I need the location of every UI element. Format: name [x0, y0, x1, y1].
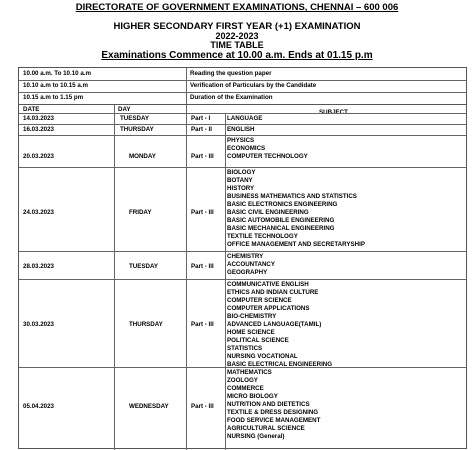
- exam-date: 14.03.2023: [23, 115, 54, 122]
- exam-part: Part - III: [191, 153, 214, 160]
- exam-part: Part - III: [191, 403, 214, 410]
- subject-item: BASIC ELECTRONICS ENGINEERING: [227, 201, 338, 208]
- timing-time: 10.15 a.m to 1.15 pm: [23, 94, 84, 101]
- exam-day: THURSDAY: [129, 321, 163, 328]
- exam-date: 20.03.2023: [23, 153, 54, 160]
- subject-item: OFFICE MANAGEMENT AND SECRETARYSHIP: [227, 241, 365, 248]
- exam-day: TUESDAY: [129, 263, 158, 270]
- subject-item: NUTRITION AND DIETETICS: [227, 401, 310, 408]
- exam-day: TUESDAY: [120, 115, 149, 122]
- subject-item: PHYSICS: [227, 137, 255, 144]
- academic-year: 2022-2023: [215, 31, 259, 41]
- subject-item: COMPUTER SCIENCE: [227, 297, 292, 304]
- subject-item: ECONOMICS: [227, 145, 266, 152]
- exam-day: WEDNESDAY: [129, 403, 169, 410]
- exam-date: 16.03.2023: [23, 126, 54, 133]
- subject-item: FOOD SERVICE MANAGEMENT: [227, 417, 321, 424]
- subject-item: MICRO BIOLOGY: [227, 393, 278, 400]
- subject-item: POLITICAL SCIENCE: [227, 337, 289, 344]
- subject-item: GEOGRAPHY: [227, 269, 268, 276]
- timing-activity: Verification of Particulars by the Candidate: [190, 82, 317, 89]
- exam-date: 24.03.2023: [23, 209, 54, 216]
- subject-item: HISTORY: [227, 185, 255, 192]
- exam-date: 30.03.2023: [23, 321, 54, 328]
- subject-item: BIOLOGY: [227, 169, 256, 176]
- column-header-subject: SUBJECT: [319, 109, 348, 116]
- exam-date: 28.03.2023: [23, 263, 54, 270]
- timing-time: 10.10 a.m to 10.15 a.m: [23, 82, 89, 89]
- subject-item: BUSINESS MATHEMATICS AND STATISTICS: [227, 193, 357, 200]
- subject-item: CHEMISTRY: [227, 253, 264, 260]
- schedule-table: [18, 104, 467, 449]
- subject-item: BASIC CIVIL ENGINEERING: [227, 209, 309, 216]
- subject-item: BOTANY: [227, 177, 253, 184]
- subject-item: AGRICULTURAL SCIENCE: [227, 425, 305, 432]
- subject-item: COMPUTER TECHNOLOGY: [227, 153, 308, 160]
- subject-item: STATISTICS: [227, 345, 263, 352]
- exam-date: 05.04.2023: [23, 403, 54, 410]
- subject-item: BIO-CHEMISTRY: [227, 313, 277, 320]
- subject-item: COMPUTER APPLICATIONS: [227, 305, 310, 312]
- exam-part: Part - II: [191, 126, 212, 133]
- subject-item: ACCOUNTANCY: [227, 261, 276, 268]
- subject-item: ZOOLOGY: [227, 377, 258, 384]
- subject-item: BASIC MECHANICAL ENGINEERING: [227, 225, 335, 232]
- timing-time: 10.00 a.m. To 10.10 a.m: [23, 70, 91, 77]
- exam-part: Part - III: [191, 321, 214, 328]
- timing-activity: Reading the question paper: [190, 70, 272, 77]
- subject-item: TEXTILE & DRESS DESIGNING: [227, 409, 319, 416]
- timings-table: [18, 67, 467, 105]
- subject-item: NURSING (General): [227, 433, 285, 440]
- commence-notice: Examinations Commence at 10.00 a.m. Ends at 01.15 p.m: [101, 50, 373, 61]
- subject-item: COMMERCE: [227, 385, 264, 392]
- subject-item: COMMUNICATIVE ENGLISH: [227, 281, 309, 288]
- subject-item: BASIC ELECTRICAL ENGINEERING: [227, 361, 333, 368]
- column-header-date: DATE: [23, 106, 40, 113]
- subject-item: TEXTILE TECHNOLOGY: [227, 233, 298, 240]
- subject-item: ETHICS AND INDIAN CULTURE: [227, 289, 319, 296]
- exam-day: MONDAY: [129, 153, 156, 160]
- exam-part: Part - III: [191, 263, 214, 270]
- subject-item: MATHEMATICS: [227, 369, 272, 376]
- exam-part: Part - I: [191, 115, 211, 122]
- subject-item: BASIC AUTOMOBILE ENGINEERING: [227, 217, 335, 224]
- subject-item: ENGLISH: [227, 126, 255, 133]
- exam-heading: HIGHER SECONDARY FIRST YEAR (+1) EXAMINATION: [113, 21, 361, 32]
- subject-item: ADVANCED LANGUAGE(TAMIL): [227, 321, 322, 328]
- exam-day: FRIDAY: [129, 209, 152, 216]
- subject-item: NURSING VOCATIONAL: [227, 353, 298, 360]
- subject-item: LANGUAGE: [227, 115, 263, 122]
- timing-activity: Duration of the Examination: [190, 94, 273, 101]
- exam-day: THURSDAY: [120, 126, 154, 133]
- directorate-heading: DIRECTORATE OF GOVERNMENT EXAMINATIONS, CHENNAI – 600 006: [75, 2, 399, 13]
- exam-part: Part - III: [191, 209, 214, 216]
- timetable-subtitle: TIME TABLE: [210, 40, 264, 50]
- column-header-day: DAY: [118, 106, 131, 113]
- subject-item: HOME SCIENCE: [227, 329, 275, 336]
